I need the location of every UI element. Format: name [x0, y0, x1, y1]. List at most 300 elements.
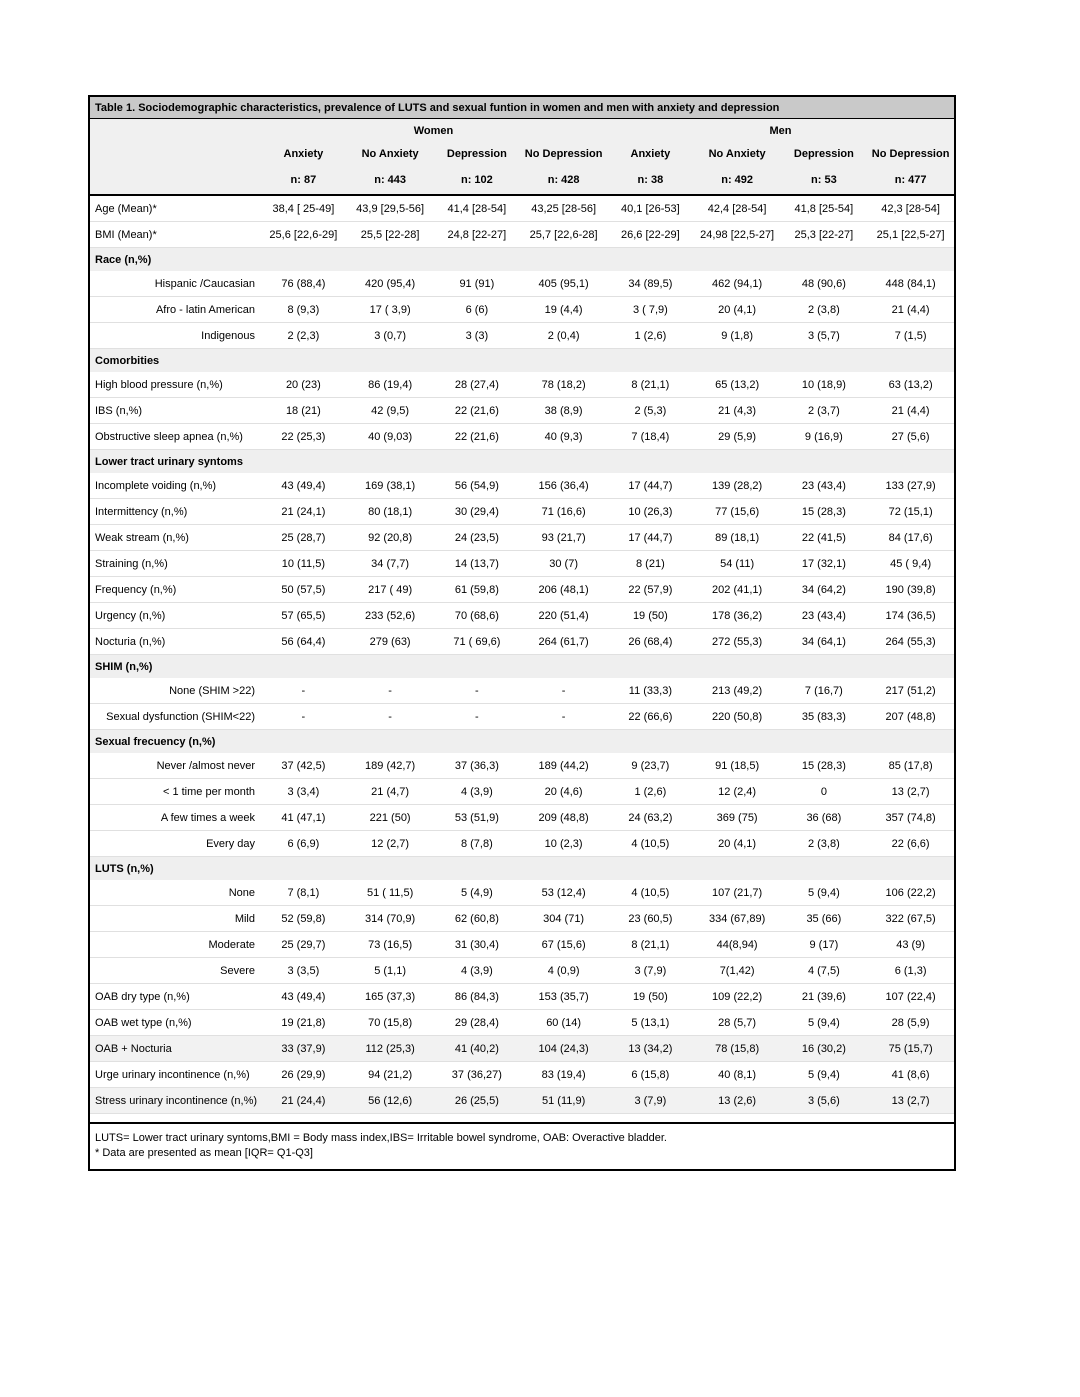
sample-size: n: 477 — [867, 167, 954, 195]
row-label: BMI (Mean)* — [90, 222, 260, 248]
row-label: < 1 time per month — [90, 779, 260, 805]
data-cell: 279 (63) — [347, 629, 434, 655]
data-cell: 106 (22,2) — [867, 880, 954, 906]
table-row — [90, 398, 954, 424]
sample-size: n: 87 — [260, 167, 347, 195]
data-cell: 41,4 [28-54] — [434, 195, 521, 222]
data-cell: 4 (10,5) — [607, 831, 694, 857]
data-cell: 153 (35,7) — [520, 984, 607, 1010]
data-cell: 11 (33,3) — [607, 678, 694, 704]
group-header-women: Women — [260, 119, 607, 140]
data-cell: 25,7 [22,6-28] — [520, 222, 607, 248]
column-header: Anxiety — [260, 140, 347, 167]
row-label: Sexual dysfunction (SHIM<22) — [90, 704, 260, 730]
table-footnotes — [90, 1122, 954, 1169]
data-cell: 4 (10,5) — [607, 880, 694, 906]
data-cell: 5 (1,1) — [347, 958, 434, 984]
data-cell: 3 (3,4) — [260, 779, 347, 805]
data-cell: 3 (3,5) — [260, 958, 347, 984]
data-cell: 25 (29,7) — [260, 932, 347, 958]
data-cell: 22 (6,6) — [867, 831, 954, 857]
table-row — [90, 629, 954, 655]
data-cell: 70 (68,6) — [434, 603, 521, 629]
data-cell: 71 ( 69,6) — [434, 629, 521, 655]
table-header — [90, 119, 954, 195]
table-row — [90, 473, 954, 499]
data-cell: 3 (0,7) — [347, 323, 434, 349]
data-cell: 8 (21,1) — [607, 932, 694, 958]
data-cell: 2 (5,3) — [607, 398, 694, 424]
data-cell: 19 (50) — [607, 984, 694, 1010]
data-cell: 2 (3,8) — [781, 297, 868, 323]
data-cell: - — [434, 678, 521, 704]
data-cell: 26,6 [22-29] — [607, 222, 694, 248]
column-header: Depression — [781, 140, 868, 167]
data-cell: 3 (5,7) — [781, 323, 868, 349]
data-cell: 462 (94,1) — [694, 271, 781, 297]
data-cell: 6 (6) — [434, 297, 521, 323]
data-cell: 38 (8,9) — [520, 398, 607, 424]
table-row — [90, 932, 954, 958]
data-cell: - — [520, 704, 607, 730]
data-cell: 57 (65,5) — [260, 603, 347, 629]
data-cell: 19 (4,4) — [520, 297, 607, 323]
data-cell: 34 (89,5) — [607, 271, 694, 297]
data-cell: 5 (9,4) — [781, 880, 868, 906]
row-label: Indigenous — [90, 323, 260, 349]
row-label: OAB + Nocturia — [90, 1036, 260, 1062]
data-cell: 93 (21,7) — [520, 525, 607, 551]
data-cell: 24,98 [22,5-27] — [694, 222, 781, 248]
data-cell: 34 (64,1) — [781, 629, 868, 655]
data-cell: 51 (11,9) — [520, 1088, 607, 1114]
data-cell: 190 (39,8) — [867, 577, 954, 603]
data-cell: 9 (17) — [781, 932, 868, 958]
table-body — [90, 195, 954, 1114]
data-cell: 8 (21) — [607, 551, 694, 577]
data-cell: 72 (15,1) — [867, 499, 954, 525]
data-cell: 107 (21,7) — [694, 880, 781, 906]
data-cell: 2 (3,7) — [781, 398, 868, 424]
sample-size-row — [90, 167, 954, 195]
data-cell: 51 ( 11,5) — [347, 880, 434, 906]
data-cell: 41 (47,1) — [260, 805, 347, 831]
row-label: Urge urinary incontinence (n,%) — [90, 1062, 260, 1088]
row-label: Urgency (n,%) — [90, 603, 260, 629]
data-cell: 13 (34,2) — [607, 1036, 694, 1062]
data-cell: 10 (18,9) — [781, 372, 868, 398]
data-cell: 41,8 [25-54] — [781, 195, 868, 222]
data-cell: 264 (61,7) — [520, 629, 607, 655]
data-cell: 2 (2,3) — [260, 323, 347, 349]
data-cell: 36 (68) — [781, 805, 868, 831]
data-cell: 53 (12,4) — [520, 880, 607, 906]
data-cell: 4 (7,5) — [781, 958, 868, 984]
data-cell: 20 (4,1) — [694, 297, 781, 323]
data-cell: 43 (49,4) — [260, 984, 347, 1010]
data-cell: 56 (54,9) — [434, 473, 521, 499]
row-label: Nocturia (n,%) — [90, 629, 260, 655]
data-cell: 5 (9,4) — [781, 1010, 868, 1036]
data-cell: 30 (29,4) — [434, 499, 521, 525]
data-cell: 7 (18,4) — [607, 424, 694, 450]
table1-container — [88, 95, 956, 1171]
column-header: No Depression — [520, 140, 607, 167]
data-cell: 156 (36,4) — [520, 473, 607, 499]
table-row — [90, 297, 954, 323]
data-cell: 78 (15,8) — [694, 1036, 781, 1062]
data-cell: 15 (28,3) — [781, 499, 868, 525]
data-cell: 448 (84,1) — [867, 271, 954, 297]
data-cell: 22 (57,9) — [607, 577, 694, 603]
data-cell: 10 (11,5) — [260, 551, 347, 577]
row-label: IBS (n,%) — [90, 398, 260, 424]
data-cell: 60 (14) — [520, 1010, 607, 1036]
data-cell: 43 (9) — [867, 932, 954, 958]
data-cell: 19 (50) — [607, 603, 694, 629]
row-label: Severe — [90, 958, 260, 984]
data-cell: 189 (42,7) — [347, 753, 434, 779]
data-cell: 4 (0,9) — [520, 958, 607, 984]
data-cell: 8 (9,3) — [260, 297, 347, 323]
data-cell: 54 (11) — [694, 551, 781, 577]
data-cell: 169 (38,1) — [347, 473, 434, 499]
corner-cell — [90, 119, 260, 140]
row-label: None (SHIM >22) — [90, 678, 260, 704]
sample-size: n: 428 — [520, 167, 607, 195]
data-cell: 48 (90,6) — [781, 271, 868, 297]
column-header: No Depression — [867, 140, 954, 167]
data-cell: 43 (49,4) — [260, 473, 347, 499]
data-cell: 45 ( 9,4) — [867, 551, 954, 577]
data-cell: 357 (74,8) — [867, 805, 954, 831]
group-header-men: Men — [607, 119, 954, 140]
data-cell: 5 (4,9) — [434, 880, 521, 906]
data-cell: 4 (3,9) — [434, 779, 521, 805]
data-cell: 9 (23,7) — [607, 753, 694, 779]
data-cell: 14 (13,7) — [434, 551, 521, 577]
data-cell: 70 (15,8) — [347, 1010, 434, 1036]
data-cell: 29 (28,4) — [434, 1010, 521, 1036]
data-cell: 28 (5,9) — [867, 1010, 954, 1036]
data-cell: 40 (8,1) — [694, 1062, 781, 1088]
section-row — [90, 349, 954, 373]
row-label: Straining (n,%) — [90, 551, 260, 577]
data-cell: 38,4 [ 25-49] — [260, 195, 347, 222]
column-header: No Anxiety — [694, 140, 781, 167]
footnote-data-presentation: * Data are presented as mean [IQR= Q1-Q3] — [95, 1147, 313, 1159]
section-row — [90, 450, 954, 474]
section-row — [90, 655, 954, 679]
data-cell: 13 (2,7) — [867, 779, 954, 805]
data-cell: 264 (55,3) — [867, 629, 954, 655]
data-cell: 28 (27,4) — [434, 372, 521, 398]
data-cell: 13 (2,7) — [867, 1088, 954, 1114]
data-cell: 92 (20,8) — [347, 525, 434, 551]
table-row — [90, 499, 954, 525]
data-cell: 94 (21,2) — [347, 1062, 434, 1088]
data-cell: 43,9 [29,5-56] — [347, 195, 434, 222]
data-cell: 53 (51,9) — [434, 805, 521, 831]
row-label: Never /almost never — [90, 753, 260, 779]
data-cell: 133 (27,9) — [867, 473, 954, 499]
table-row — [90, 1010, 954, 1036]
row-label: High blood pressure (n,%) — [90, 372, 260, 398]
section-header: Comorbities — [90, 349, 954, 373]
data-cell: 21 (39,6) — [781, 984, 868, 1010]
data-cell: 63 (13,2) — [867, 372, 954, 398]
data-cell: 17 ( 3,9) — [347, 297, 434, 323]
data-cell: 86 (84,3) — [434, 984, 521, 1010]
data-cell: 42 (9,5) — [347, 398, 434, 424]
table1 — [90, 119, 954, 1114]
data-cell: 56 (12,6) — [347, 1088, 434, 1114]
data-cell: 217 (51,2) — [867, 678, 954, 704]
data-cell: 61 (59,8) — [434, 577, 521, 603]
data-cell: 139 (28,2) — [694, 473, 781, 499]
data-cell: 28 (5,7) — [694, 1010, 781, 1036]
data-cell: 16 (30,2) — [781, 1036, 868, 1062]
data-cell: 24 (63,2) — [607, 805, 694, 831]
row-label: Every day — [90, 831, 260, 857]
table-row — [90, 323, 954, 349]
data-cell: 6 (1,3) — [867, 958, 954, 984]
table-row — [90, 222, 954, 248]
data-cell: 34 (64,2) — [781, 577, 868, 603]
data-cell: 25,3 [22-27] — [781, 222, 868, 248]
data-cell: 44(8,94) — [694, 932, 781, 958]
data-cell: 27 (5,6) — [867, 424, 954, 450]
data-cell: 17 (44,7) — [607, 473, 694, 499]
data-cell: 165 (37,3) — [347, 984, 434, 1010]
data-cell: 34 (7,7) — [347, 551, 434, 577]
data-cell: 43,25 [28-56] — [520, 195, 607, 222]
data-cell: 71 (16,6) — [520, 499, 607, 525]
row-label: Incomplete voiding (n,%) — [90, 473, 260, 499]
data-cell: 91 (18,5) — [694, 753, 781, 779]
data-cell: - — [434, 704, 521, 730]
data-cell: 20 (4,1) — [694, 831, 781, 857]
row-label: Moderate — [90, 932, 260, 958]
data-cell: 85 (17,8) — [867, 753, 954, 779]
data-cell: 206 (48,1) — [520, 577, 607, 603]
section-header: Race (n,%) — [90, 248, 954, 272]
data-cell: 86 (19,4) — [347, 372, 434, 398]
data-cell: 19 (21,8) — [260, 1010, 347, 1036]
data-cell: 3 (7,9) — [607, 958, 694, 984]
data-cell: 109 (22,2) — [694, 984, 781, 1010]
data-cell: 24 (23,5) — [434, 525, 521, 551]
data-cell: 7 (8,1) — [260, 880, 347, 906]
data-cell: 3 (5,6) — [781, 1088, 868, 1114]
data-cell: 202 (41,1) — [694, 577, 781, 603]
data-cell: 50 (57,5) — [260, 577, 347, 603]
data-cell: 41 (8,6) — [867, 1062, 954, 1088]
data-cell: 8 (21,1) — [607, 372, 694, 398]
data-cell: 40 (9,03) — [347, 424, 434, 450]
row-label: Intermittency (n,%) — [90, 499, 260, 525]
section-header: SHIM (n,%) — [90, 655, 954, 679]
data-cell: 21 (4,4) — [867, 398, 954, 424]
data-cell: 41 (40,2) — [434, 1036, 521, 1062]
data-cell: 6 (6,9) — [260, 831, 347, 857]
data-cell: 420 (95,4) — [347, 271, 434, 297]
data-cell: 174 (36,5) — [867, 603, 954, 629]
data-cell: 91 (91) — [434, 271, 521, 297]
data-cell: - — [260, 678, 347, 704]
table-row — [90, 906, 954, 932]
data-cell: 405 (95,1) — [520, 271, 607, 297]
data-cell: 314 (70,9) — [347, 906, 434, 932]
data-cell: 21 (24,1) — [260, 499, 347, 525]
row-label: None — [90, 880, 260, 906]
data-cell: 31 (30,4) — [434, 932, 521, 958]
data-cell: 2 (3,8) — [781, 831, 868, 857]
data-cell: 217 ( 49) — [347, 577, 434, 603]
data-cell: 2 (0,4) — [520, 323, 607, 349]
data-cell: 221 (50) — [347, 805, 434, 831]
data-cell: 233 (52,6) — [347, 603, 434, 629]
data-cell: 89 (18,1) — [694, 525, 781, 551]
row-label: Hispanic /Caucasian — [90, 271, 260, 297]
data-cell: 220 (50,8) — [694, 704, 781, 730]
data-cell: 52 (59,8) — [260, 906, 347, 932]
data-cell: 25,6 [22,6-29] — [260, 222, 347, 248]
footnote-abbreviations: LUTS= Lower tract urinary syntoms,BMI = Body mass index,IBS= Irritable bowel syndrome, OAB: Overactive bladder. — [95, 1132, 667, 1144]
data-cell: 8 (7,8) — [434, 831, 521, 857]
data-cell: 22 (21,6) — [434, 398, 521, 424]
group-header-row — [90, 119, 954, 140]
data-cell: 1 (2,6) — [607, 323, 694, 349]
data-cell: 25,5 [22-28] — [347, 222, 434, 248]
data-cell: 17 (44,7) — [607, 525, 694, 551]
data-cell: 75 (15,7) — [867, 1036, 954, 1062]
data-cell: 42,4 [28-54] — [694, 195, 781, 222]
column-header: Depression — [434, 140, 521, 167]
data-cell: - — [260, 704, 347, 730]
data-cell: 7(1,42) — [694, 958, 781, 984]
data-cell: 1 (2,6) — [607, 779, 694, 805]
data-cell: 23 (43,4) — [781, 603, 868, 629]
column-header: No Anxiety — [347, 140, 434, 167]
data-cell: 10 (26,3) — [607, 499, 694, 525]
data-cell: 73 (16,5) — [347, 932, 434, 958]
data-cell: 25 (28,7) — [260, 525, 347, 551]
sample-size: n: 102 — [434, 167, 521, 195]
table-row — [90, 424, 954, 450]
corner-cell — [90, 140, 260, 167]
table-row — [90, 551, 954, 577]
row-label: Obstructive sleep apnea (n,%) — [90, 424, 260, 450]
table-row — [90, 779, 954, 805]
row-label: OAB wet type (n,%) — [90, 1010, 260, 1036]
data-cell: 334 (67,89) — [694, 906, 781, 932]
data-cell: 3 (7,9) — [607, 1088, 694, 1114]
table-row — [90, 195, 954, 222]
data-cell: 35 (66) — [781, 906, 868, 932]
data-cell: 178 (36,2) — [694, 603, 781, 629]
data-cell: 3 (3) — [434, 323, 521, 349]
data-cell: 65 (13,2) — [694, 372, 781, 398]
table-title: Table 1. Sociodemographic characteristics, prevalence of LUTS and sexual funtion in women and men with anxiety and depression — [90, 97, 954, 119]
data-cell: 29 (5,9) — [694, 424, 781, 450]
data-cell: 62 (60,8) — [434, 906, 521, 932]
data-cell: 21 (4,7) — [347, 779, 434, 805]
data-cell: 9 (1,8) — [694, 323, 781, 349]
data-cell: 80 (18,1) — [347, 499, 434, 525]
data-cell: 21 (24,4) — [260, 1088, 347, 1114]
data-cell: 83 (19,4) — [520, 1062, 607, 1088]
data-cell: 112 (25,3) — [347, 1036, 434, 1062]
data-cell: 42,3 [28-54] — [867, 195, 954, 222]
data-cell: 12 (2,4) — [694, 779, 781, 805]
section-header: LUTS (n,%) — [90, 857, 954, 881]
row-label: Weak stream (n,%) — [90, 525, 260, 551]
data-cell: 78 (18,2) — [520, 372, 607, 398]
table-row — [90, 372, 954, 398]
table-row — [90, 603, 954, 629]
data-cell: 30 (7) — [520, 551, 607, 577]
section-header: Lower tract urinary syntoms — [90, 450, 954, 474]
data-cell: 37 (42,5) — [260, 753, 347, 779]
data-cell: 189 (44,2) — [520, 753, 607, 779]
data-cell: - — [520, 678, 607, 704]
data-cell: 18 (21) — [260, 398, 347, 424]
table-row — [90, 525, 954, 551]
data-cell: 84 (17,6) — [867, 525, 954, 551]
section-row — [90, 248, 954, 272]
data-cell: 23 (43,4) — [781, 473, 868, 499]
data-cell: 369 (75) — [694, 805, 781, 831]
data-cell: 304 (71) — [520, 906, 607, 932]
data-cell: - — [347, 704, 434, 730]
data-cell: 107 (22,4) — [867, 984, 954, 1010]
row-label: Stress urinary incontinence (n,%) — [90, 1088, 260, 1114]
data-cell: 322 (67,5) — [867, 906, 954, 932]
data-cell: 7 (16,7) — [781, 678, 868, 704]
section-header: Sexual frecuency (n,%) — [90, 730, 954, 754]
table-row — [90, 1088, 954, 1114]
data-cell: 22 (41,5) — [781, 525, 868, 551]
table-row — [90, 831, 954, 857]
data-cell: 4 (3,9) — [434, 958, 521, 984]
data-cell: 5 (13,1) — [607, 1010, 694, 1036]
data-cell: 22 (21,6) — [434, 424, 521, 450]
data-cell: 37 (36,27) — [434, 1062, 521, 1088]
data-cell: 37 (36,3) — [434, 753, 521, 779]
table-row — [90, 958, 954, 984]
section-row — [90, 857, 954, 881]
data-cell: 209 (48,8) — [520, 805, 607, 831]
sample-size: n: 492 — [694, 167, 781, 195]
table-row — [90, 704, 954, 730]
data-cell: 40 (9,3) — [520, 424, 607, 450]
data-cell: 10 (2,3) — [520, 831, 607, 857]
row-label: Frequency (n,%) — [90, 577, 260, 603]
column-header: Anxiety — [607, 140, 694, 167]
data-cell: 33 (37,9) — [260, 1036, 347, 1062]
table-row — [90, 805, 954, 831]
table-row — [90, 984, 954, 1010]
data-cell: 77 (15,6) — [694, 499, 781, 525]
data-cell: 207 (48,8) — [867, 704, 954, 730]
data-cell: 24,8 [22-27] — [434, 222, 521, 248]
data-cell: 26 (29,9) — [260, 1062, 347, 1088]
sample-size: n: 38 — [607, 167, 694, 195]
data-cell: 3 ( 7,9) — [607, 297, 694, 323]
data-cell: 23 (60,5) — [607, 906, 694, 932]
row-label: A few times a week — [90, 805, 260, 831]
